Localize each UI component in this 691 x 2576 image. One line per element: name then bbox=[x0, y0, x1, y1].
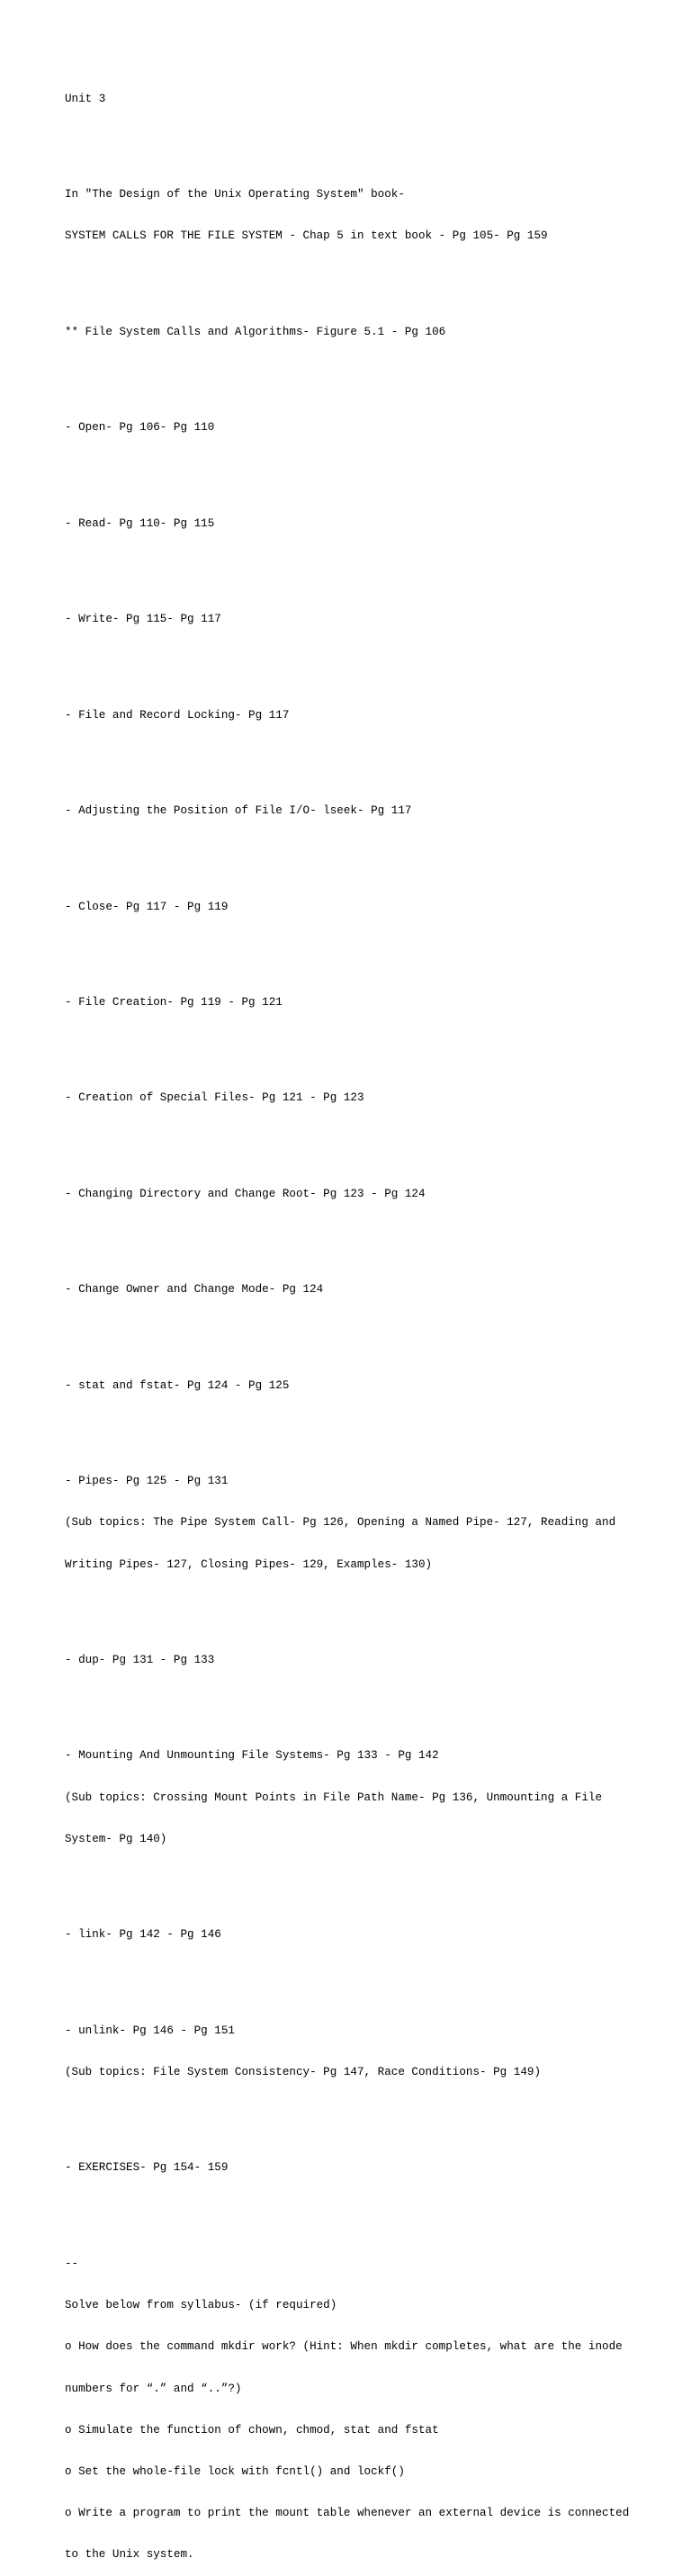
syllabus-item-chown: o Simulate the function of chown, chmod, stat and fstat bbox=[65, 2423, 439, 2437]
spacer bbox=[65, 463, 650, 476]
topic-stat: - stat and fstat- Pg 124 - Pg 125 bbox=[65, 1378, 290, 1392]
spacer bbox=[65, 367, 650, 380]
syllabus-item-mkdir: o How does the command mkdir work? (Hint: When mkdir completes, what are the inode bbox=[65, 2340, 623, 2354]
topic-pipes-subtopics-cont: Writing Pipes- 127, Closing Pipes- 129, Examples- 130) bbox=[65, 1557, 433, 1571]
topic-lseek: - Adjusting the Position of File I/O- lseek- Pg 117 bbox=[65, 804, 412, 818]
spacer bbox=[65, 1695, 650, 1708]
intro-line: In "The Design of the Unix Operating System" book- bbox=[65, 188, 405, 202]
spacer bbox=[65, 1325, 650, 1338]
topic-chown: - Change Owner and Change Mode- Pg 124 bbox=[65, 1283, 324, 1297]
spacer bbox=[65, 1421, 650, 1433]
spacer bbox=[65, 1600, 650, 1612]
topic-special-files: - Creation of Special Files- Pg 121 - Pg 123 bbox=[65, 1091, 364, 1105]
topic-pipes: - Pipes- Pg 125 - Pg 131 bbox=[65, 1475, 229, 1488]
document-page bbox=[65, 65, 650, 2576]
spacer bbox=[65, 559, 650, 571]
topic-unlink-subtopics: (Sub topics: File System Consistency- Pg 147, Race Conditions- Pg 149) bbox=[65, 2066, 542, 2078]
chapter-line: SYSTEM CALLS FOR THE FILE SYSTEM - Chap 5 in text book - Pg 105- Pg 159 bbox=[65, 229, 548, 243]
topic-unlink: - unlink- Pg 146 - Pg 151 bbox=[65, 2024, 235, 2037]
syllabus-heading: Solve below from syllabus- (if required) bbox=[65, 2299, 337, 2312]
topic-dup: - dup- Pg 131 - Pg 133 bbox=[65, 1654, 215, 1667]
topic-mount-subtopics: (Sub topics: Crossing Mount Points in File Path Name- Pg 136, Unmounting a File bbox=[65, 1791, 603, 1804]
syllabus-item-mount-table: o Write a program to print the mount table whenever an external device is connected bbox=[65, 2507, 630, 2520]
syllabus-item-mkdir-cont: numbers for “.” and “..”?) bbox=[65, 2382, 242, 2395]
syllabus-item-mount-table-cont: to the Unix system. bbox=[65, 2548, 194, 2562]
topic-write: - Write- Pg 115- Pg 117 bbox=[65, 613, 221, 626]
syllabus-item-lock: o Set the whole-file lock with fcntl() and lockf() bbox=[65, 2464, 405, 2478]
spacer bbox=[65, 1874, 650, 1887]
topic-mount-subtopics-cont: System- Pg 140) bbox=[65, 1832, 167, 1845]
unit-heading: Unit 3 bbox=[65, 92, 106, 105]
topic-pipes-subtopics: (Sub topics: The Pipe System Call- Pg 126, Opening a Named Pipe- 127, Reading and bbox=[65, 1516, 616, 1530]
spacer bbox=[65, 1229, 650, 1242]
spacer bbox=[65, 1037, 650, 1050]
topic-exercises: - EXERCISES- Pg 154- 159 bbox=[65, 2161, 229, 2175]
spacer bbox=[65, 2107, 650, 2120]
spacer bbox=[65, 654, 650, 667]
topic-link: - link- Pg 142 - Pg 146 bbox=[65, 1928, 221, 1942]
spacer bbox=[65, 134, 650, 147]
topic-open: - Open- Pg 106- Pg 110 bbox=[65, 421, 215, 435]
figure-line: ** File System Calls and Algorithms- Figure 5.1 - Pg 106 bbox=[65, 325, 446, 338]
spacer bbox=[65, 846, 650, 858]
topic-close: - Close- Pg 117 - Pg 119 bbox=[65, 900, 229, 913]
topic-creation: - File Creation- Pg 119 - Pg 121 bbox=[65, 995, 283, 1009]
spacer bbox=[65, 1970, 650, 1983]
topic-mount: - Mounting And Unmounting File Systems- Pg 133 - Pg 142 bbox=[65, 1749, 439, 1763]
spacer bbox=[65, 1134, 650, 1146]
topic-read: - Read- Pg 110- Pg 115 bbox=[65, 516, 215, 530]
topic-locking: - File and Record Locking- Pg 117 bbox=[65, 708, 290, 722]
topic-chdir: - Changing Directory and Change Root- Pg 123 - Pg 124 bbox=[65, 1187, 426, 1200]
spacer bbox=[65, 750, 650, 763]
spacer bbox=[65, 272, 650, 284]
spacer bbox=[65, 2204, 650, 2216]
separator: -- bbox=[65, 2257, 79, 2270]
spacer bbox=[65, 942, 650, 955]
